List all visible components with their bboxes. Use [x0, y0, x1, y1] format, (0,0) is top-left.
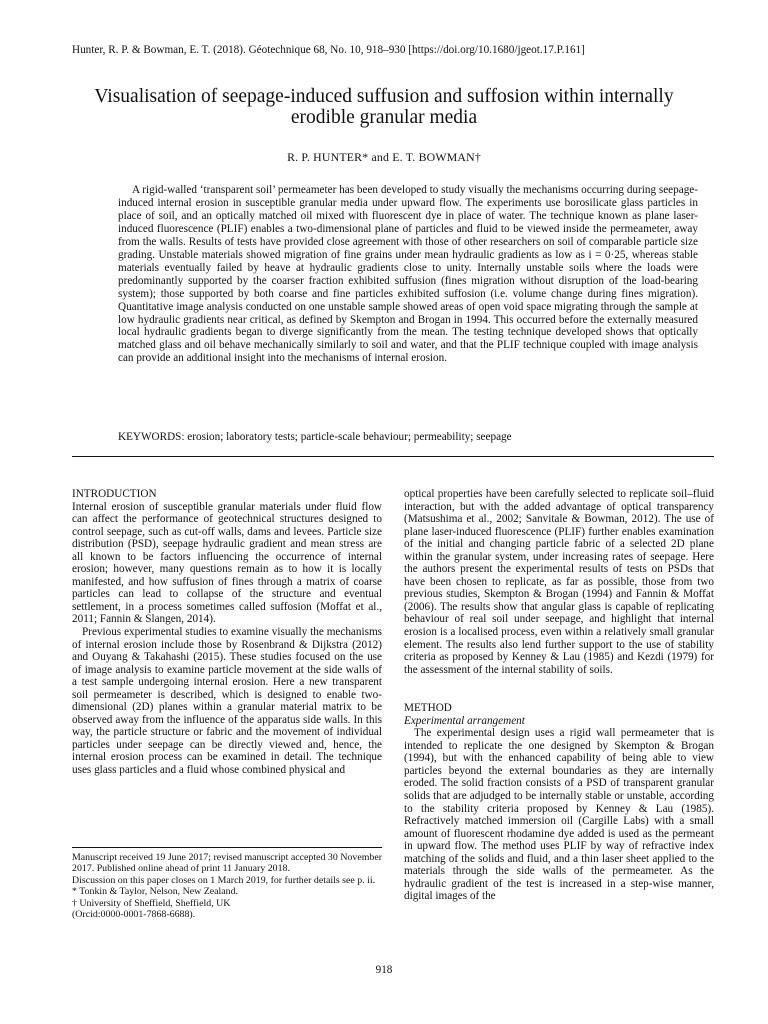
method-heading: METHOD	[404, 702, 452, 715]
paper-title: Visualisation of seepage-induced suffusion and suffosion within internally erodible granular media	[94, 86, 674, 128]
right-column	[404, 488, 714, 903]
introduction-heading: INTRODUCTION	[72, 488, 157, 500]
left-column	[72, 488, 382, 777]
introduction-continuation: optical properties have been carefully selected to replicate soil–fluid interaction, but with the added advantage of optical transparency (Matsushima et al., 2002; Sanvitale & Bowman, 2012). The use of plane laser-induced fluorescence (PLIF) further enables examination of the initial and changing particle fabric of a selected 2D plane within the granular system, under increasing rates of seepage. Here the authors present the experimental results of tests on PSDs that have been chosen to replicate, as far as possible, those from two previous studies, Skempton & Brogan (1994) and Fannin & Moffat (2006). The results show that angular glass is capable of replicating behaviour of real soil under seepage, and highlight that internal erosion is a localised process, even within a relatively small granular element. The results also lend further support to the use of stability criteria as proposed by Kenney & Lau (1985) and Kezdi (1979) for the assessment of the internal stability of soils.	[404, 488, 714, 676]
footnote-affiliation-1: * Tonkin & Taylor, Nelson, New Zealand.	[72, 886, 238, 898]
author-line: R. P. HUNTER* and E. T. BOWMAN†	[287, 150, 481, 164]
footnote-manuscript: Manuscript received 19 June 2017; revised manuscript accepted 30 November 2017. Published online ahead of print 11 January 2018.	[72, 852, 382, 875]
abstract: A rigid-walled ‘transparent soil’ permeameter has been developed to study visually the mechanisms occurring during seepage-induced internal erosion in susceptible granular media under upward flow. The experiments use borosilicate glass particles in place of soil, and an optically matched oil mixed with fluorescent dye in place of water. The technique known as plane laser-induced fluorescence (PLIF) enables a two-dimensional plane of particles and fluid to be viewed inside the permeameter, away from the walls. Results of tests have provided close agreement with those of other researchers on soil of comparable particle size grading. Unstable materials showed migration of fine grains under mean hydraulic gradients as low as i = 0·25, whereas stable materials eventually failed by heave at hydraulic gradients close to unity. Internally unstable soils where the loads were predominantly supported by the coarser fraction exhibited suffusion (fines migration without disruption of the load-bearing system); those supported by both coarse and fine particles exhibited suffosion (i.e. volume change during fines migration). Quantitative image analysis conducted on one unstable sample showed areas of open void space migrating through the sample at low hydraulic gradients near critical, as defined by Skempton and Brogan in 1994. This occurred before the externally measured local hydraulic gradients began to diverge significantly from the mean. The testing technique developed shows that optically matched glass and oil behave mechanically similarly to soil and water, and that the PLIF technique coupled with image analysis can provide an additional insight into the mechanisms of internal erosion.	[118, 184, 698, 365]
method-paragraph: The experimental design uses a rigid wall permeameter that is intended to replicate the one designed by Skempton & Brogan (1994), but with the enhanced capability of being able to view particles beyond the external boundaries as they are internally eroded. The solid fraction consists of a PSD of transparent granular solids that are adjudged to be internally stable or unstable, according to the stability criteria proposed by Kenney & Lau (1985). Refractively matched immersion oil (Cargille Labs) with a small amount of fluorescent rhodamine dye added is used as the permeant in upward flow. The method uses PLIF by way of refractive index matching of the solids and fluid, and a thin laser sheet applied to the materials through the side walls of the permeameter. As the hydraulic gradient of the test is increased in a step-wise manner, digital images of the	[404, 727, 714, 903]
footnotes	[72, 852, 382, 920]
footnote-divider	[72, 847, 382, 848]
citation-header: Hunter, R. P. & Bowman, E. T. (2018). Géotechnique 68, No. 10, 918–930 [https://doi.org/10.1680/jgeot.17.P.161]	[72, 44, 585, 56]
footnote-affiliation-2: † University of Sheffield, Sheffield, UK	[72, 897, 231, 909]
page-number: 918	[375, 964, 393, 976]
keywords: KEYWORDS: erosion; laboratory tests; particle-scale behaviour; permeability; seepage	[118, 431, 512, 443]
method-subheading: Experimental arrangement	[404, 714, 525, 727]
introduction-paragraph: Internal erosion of susceptible granular materials under fluid flow can affect the performance of geotechnical structures designed to control seepage, such as cut-off walls, dams and levees. Particle size distribution (PSD), seepage hydraulic gradient and mean stress are all known to be factors influencing the occurrence of internal erosion; however, many questions remain as to how it is locally manifested, and how suffusion of fines through a matrix of coarse particles can lead to collapse of the structure and eventual settlement, in a process sometimes called suffosion (Moffat et al., 2011; Fannin & Slangen, 2014).	[72, 500, 382, 626]
footnote-orcid: (Orcid:0000-0001-7868-6688).	[72, 909, 196, 921]
section-divider	[72, 456, 714, 457]
introduction-paragraph: Previous experimental studies to examine visually the mechanisms of internal erosion include those by Rosenbrand & Dijkstra (2012) and Ouyang & Takahashi (2015). These studies focused on the use of image analysis to examine particle movement at the side walls of a test sample undergoing internal erosion. Here a new transparent soil permeameter is described, which is designed to enable two-dimensional (2D) planes within a granular material matrix to be observed away from the influence of the apparatus side walls. In this way, the particle structure or fabric and the movement of individual particles under seepage can be directly viewed and, hence, the internal erosion process can be examined in detail. The technique uses glass particles and a fluid whose combined physical and	[72, 626, 382, 777]
footnote-discussion: Discussion on this paper closes on 1 March 2019, for further details see p. ii.	[72, 874, 376, 886]
